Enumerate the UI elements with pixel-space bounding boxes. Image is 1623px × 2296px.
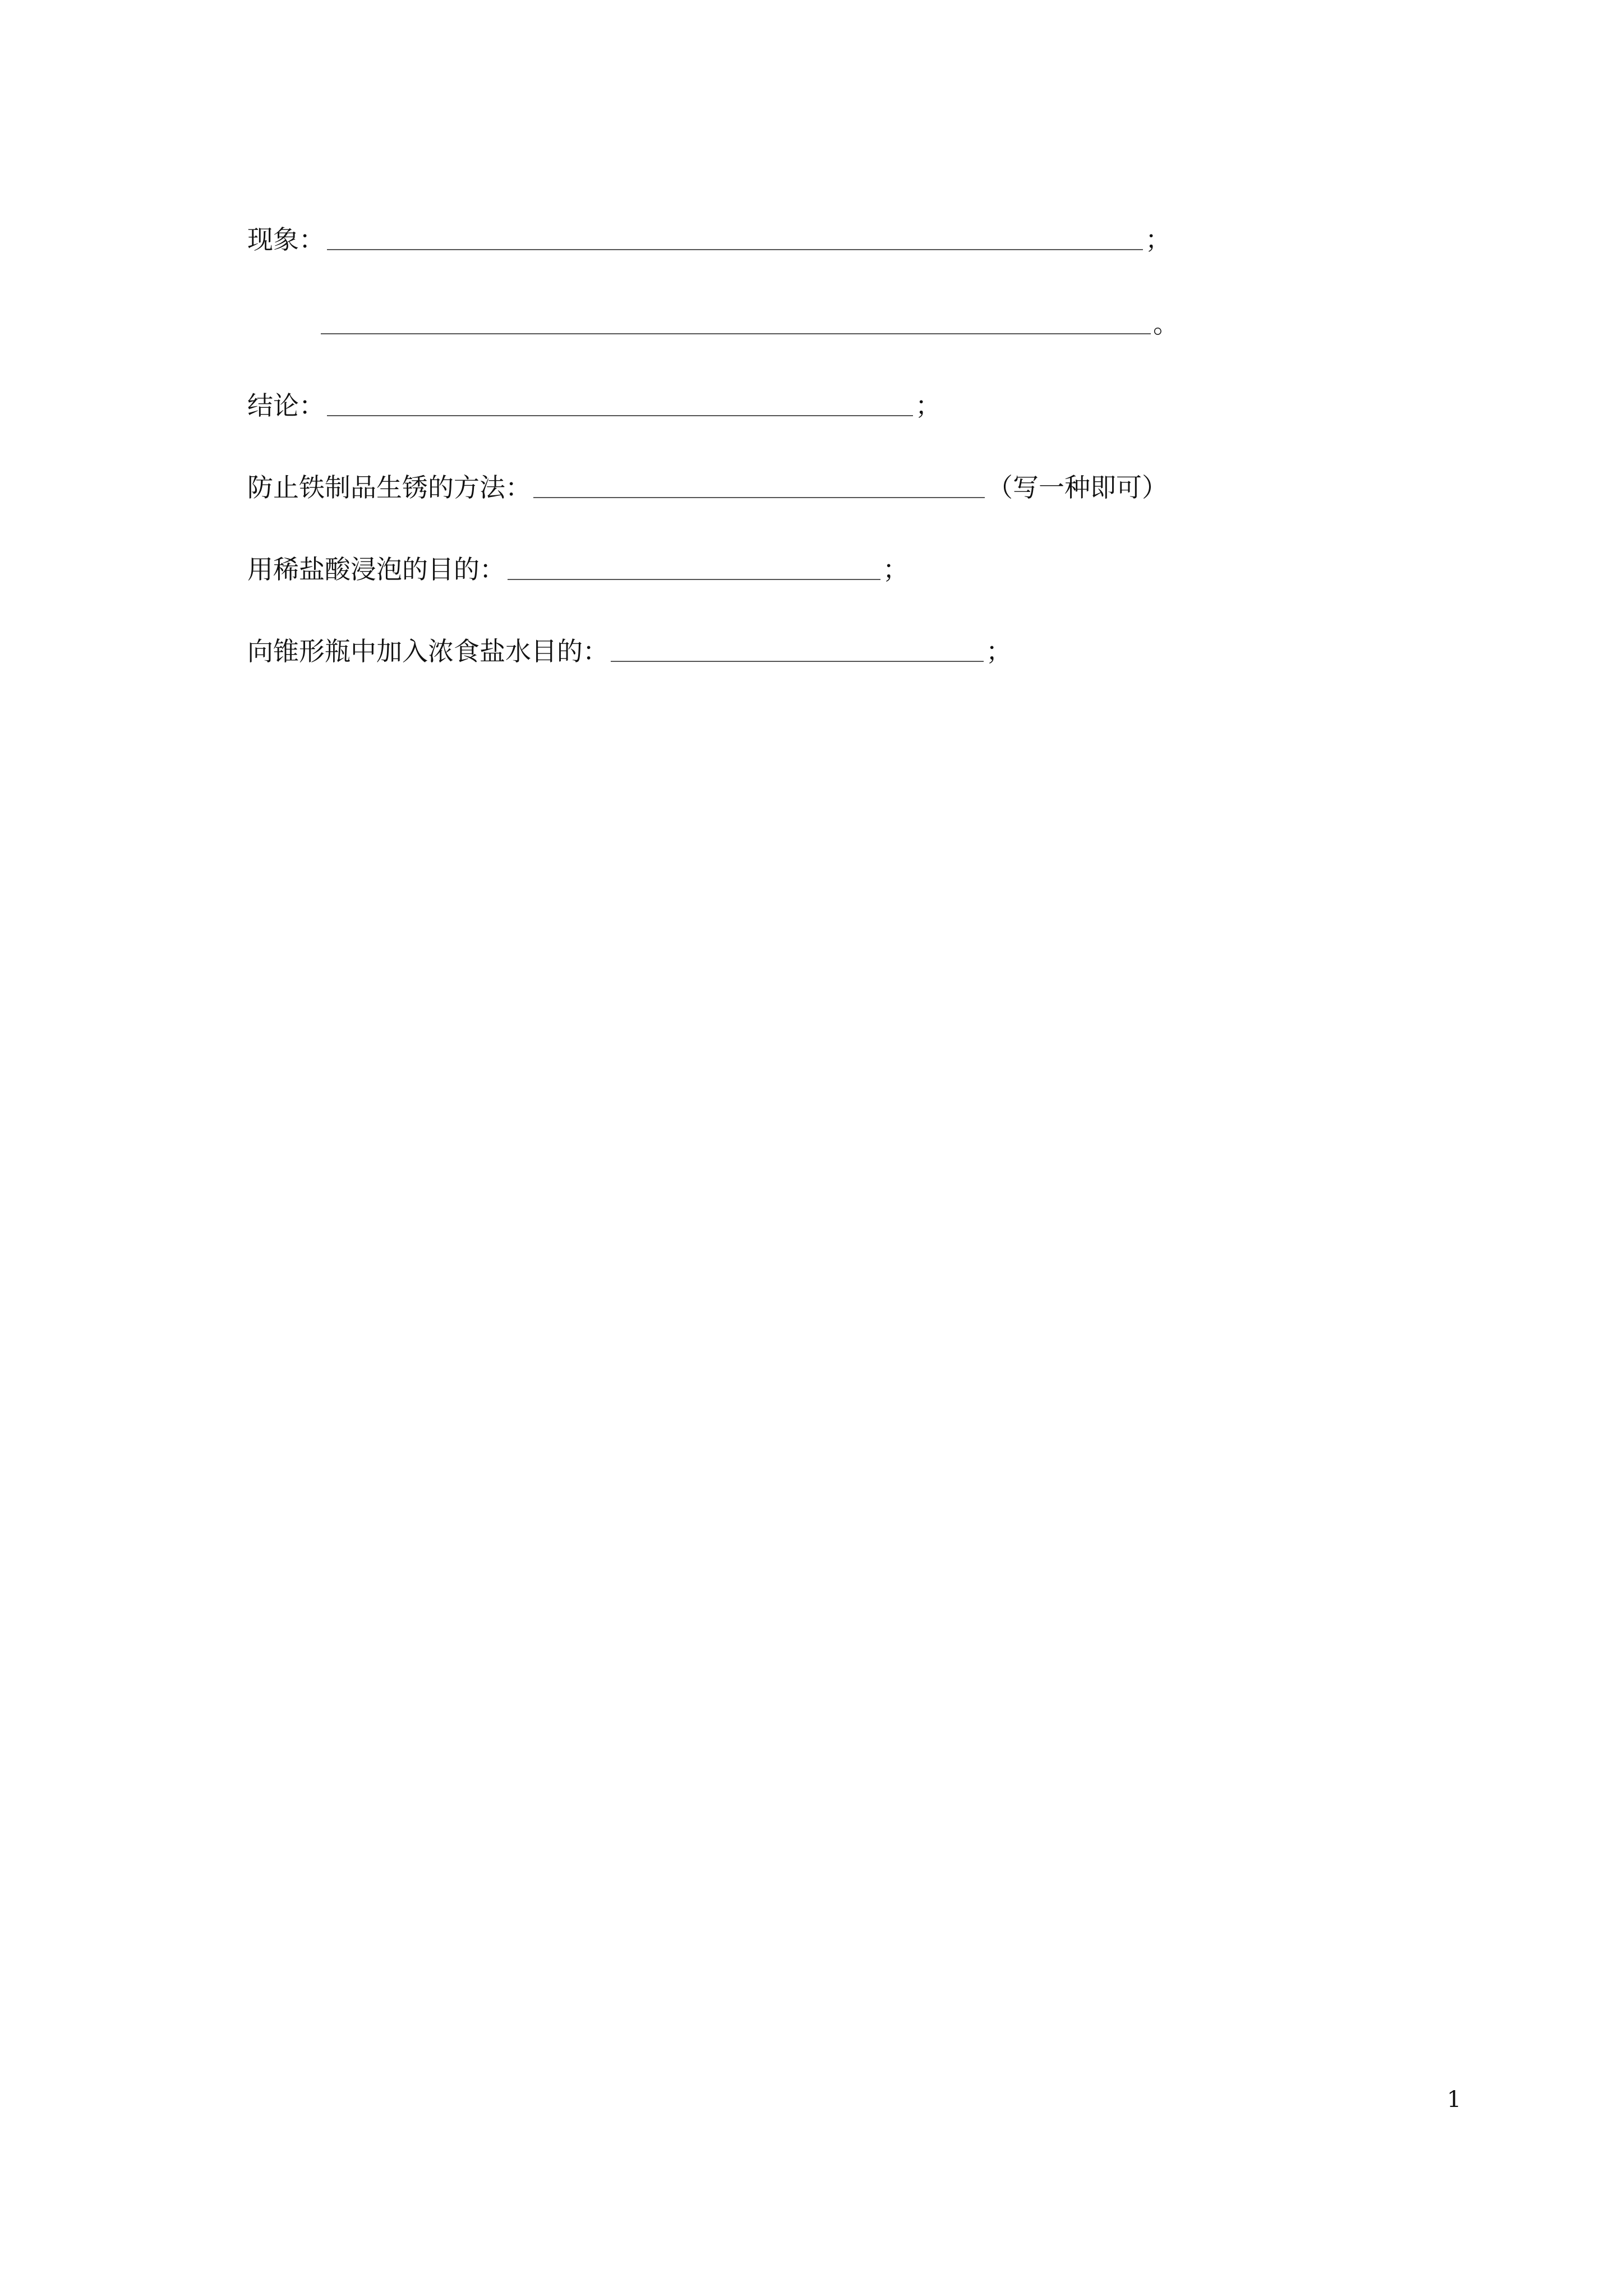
rust-prevention-note: （写一种即可） bbox=[987, 472, 1168, 503]
phenomenon-continuation-end: 。 bbox=[1153, 309, 1179, 339]
salt-water-purpose-blank[interactable] bbox=[611, 656, 984, 662]
salt-water-purpose-line bbox=[247, 625, 1012, 664]
phenomenon-line bbox=[247, 213, 1171, 255]
phenomenon-end: ； bbox=[1145, 224, 1171, 255]
acid-soak-purpose-label: 用稀盐酸浸泡的目的： bbox=[247, 554, 505, 585]
page-number: 1 bbox=[1447, 2087, 1461, 2113]
conclusion-blank[interactable] bbox=[327, 411, 913, 416]
rust-prevention-blank[interactable] bbox=[533, 493, 985, 498]
conclusion-label: 结论： bbox=[247, 390, 325, 421]
phenomenon-label: 现象： bbox=[247, 224, 325, 255]
conclusion-end: ； bbox=[915, 390, 941, 421]
rust-prevention-line bbox=[247, 461, 1168, 503]
salt-water-purpose-label: 向锥形瓶中加入浓食盐水目的： bbox=[247, 636, 608, 666]
acid-soak-purpose-line bbox=[247, 543, 909, 585]
salt-water-purpose-end: ； bbox=[986, 636, 1012, 666]
phenomenon-blank-2[interactable] bbox=[321, 329, 1151, 334]
conclusion-line bbox=[247, 379, 941, 421]
phenomenon-blank-1[interactable] bbox=[327, 245, 1143, 250]
phenomenon-continuation-line bbox=[319, 297, 1179, 337]
acid-soak-purpose-blank[interactable] bbox=[508, 574, 880, 580]
rust-prevention-label: 防止铁制品生锈的方法： bbox=[247, 472, 531, 503]
acid-soak-purpose-end: ； bbox=[883, 554, 909, 585]
